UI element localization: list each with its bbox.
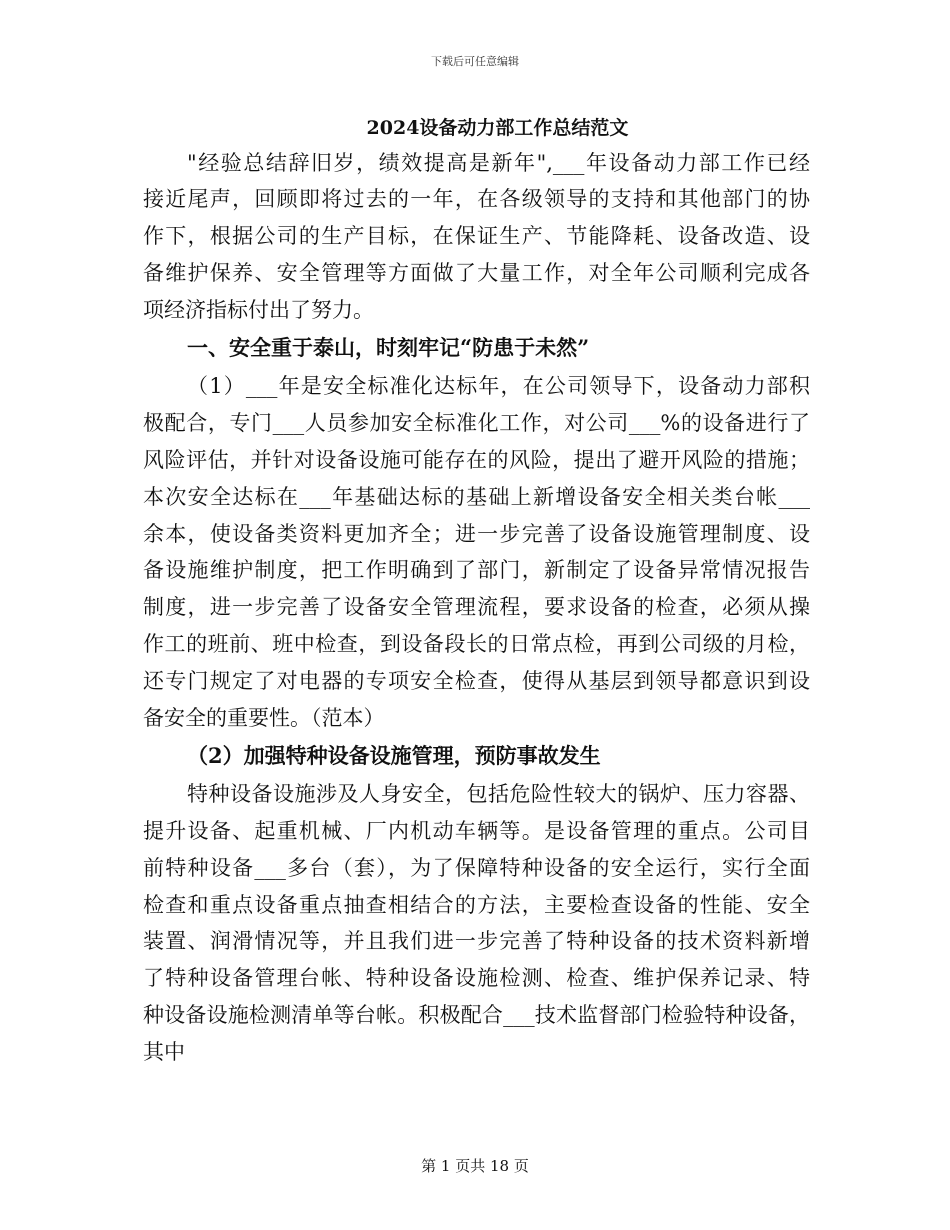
paragraph-line: 提升设备、起重机械、厂内机动车辆等。是设备管理的重点。公司目 — [143, 818, 810, 843]
section-heading: 一、安全重于泰山，时刻牢记“防患于未然” — [187, 335, 590, 361]
paragraph-line: 检查和重点设备重点抽查相结合的方法，主要检查设备的性能、安全 — [143, 892, 810, 917]
document-body — [143, 145, 810, 1071]
paragraph-line: 项经济指标付出了努力。 — [143, 297, 374, 322]
paragraph-line: 作下，根据公司的生产目标，在保证生产、节能降耗、设备改造、设 — [143, 224, 810, 249]
paragraph-line: "经验总结辞旧岁，绩效提高是新年",___年设备动力部工作已经 — [187, 150, 810, 175]
paragraph-line: 风险评估，并针对设备设施可能存在的风险，提出了避开风险的措施； — [143, 447, 810, 472]
paragraph-line: 制度，进一步完善了设备安全管理流程，要求设备的检查，必须从操 — [143, 595, 810, 620]
paragraph-line: 极配合，专门___人员参加安全标准化工作，对公司___%的设备进行了 — [143, 411, 810, 436]
page-header-note: 下载后可任意编辑 — [431, 55, 519, 68]
section-heading: （2）加强特种设备设施管理，预防事故发生 — [187, 742, 601, 768]
paragraph-line: 其中 — [143, 1039, 185, 1064]
paragraph-line: 特种设备设施涉及人身安全，包括危险性较大的锅炉、压力容器、 — [187, 782, 810, 807]
paragraph-line: （1）___年是安全标准化达标年，在公司领导下，设备动力部积 — [187, 374, 810, 399]
paragraph-line: 前特种设备___多台（套），为了保障特种设备的安全运行，实行全面 — [143, 855, 810, 880]
paragraph-line: 了特种设备管理台帐、特种设备设施检测、检查、维护保养记录、特 — [143, 966, 810, 991]
paragraph-line: 作工的班前、班中检查，到设备段长的日常点检，再到公司级的月检， — [143, 631, 810, 656]
paragraph-line: 接近尾声，回顾即将过去的一年，在各级领导的支持和其他部门的协 — [143, 187, 810, 212]
paragraph-line: 本次安全达标在___年基础达标的基础上新增设备安全相关类台帐___ — [143, 484, 810, 509]
paragraph-line: 备设施维护制度，把工作明确到了部门，新制定了设备异常情况报告 — [143, 558, 810, 583]
paragraph-line: 备安全的重要性。（范本） — [143, 705, 385, 730]
paragraph-line: 装置、润滑情况等，并且我们进一步完善了特种设备的技术资料新增 — [143, 929, 810, 954]
paragraph-line: 还专门规定了对电器的专项安全检查，使得从基层到领导都意识到设 — [143, 668, 810, 693]
document-title: 2024设备动力部工作总结范文 — [366, 117, 629, 139]
page-number: 第 1 页共 18 页 — [421, 1157, 529, 1175]
paragraph-line: 备维护保养、安全管理等方面做了大量工作，对全年公司顺利完成各 — [143, 260, 810, 285]
paragraph-line: 种设备设施检测清单等台帐。积极配合___技术监督部门检验特种设备， — [143, 1002, 810, 1027]
paragraph-line: 余本，使设备类资料更加齐全；进一步完善了设备设施管理制度、设 — [143, 521, 810, 546]
